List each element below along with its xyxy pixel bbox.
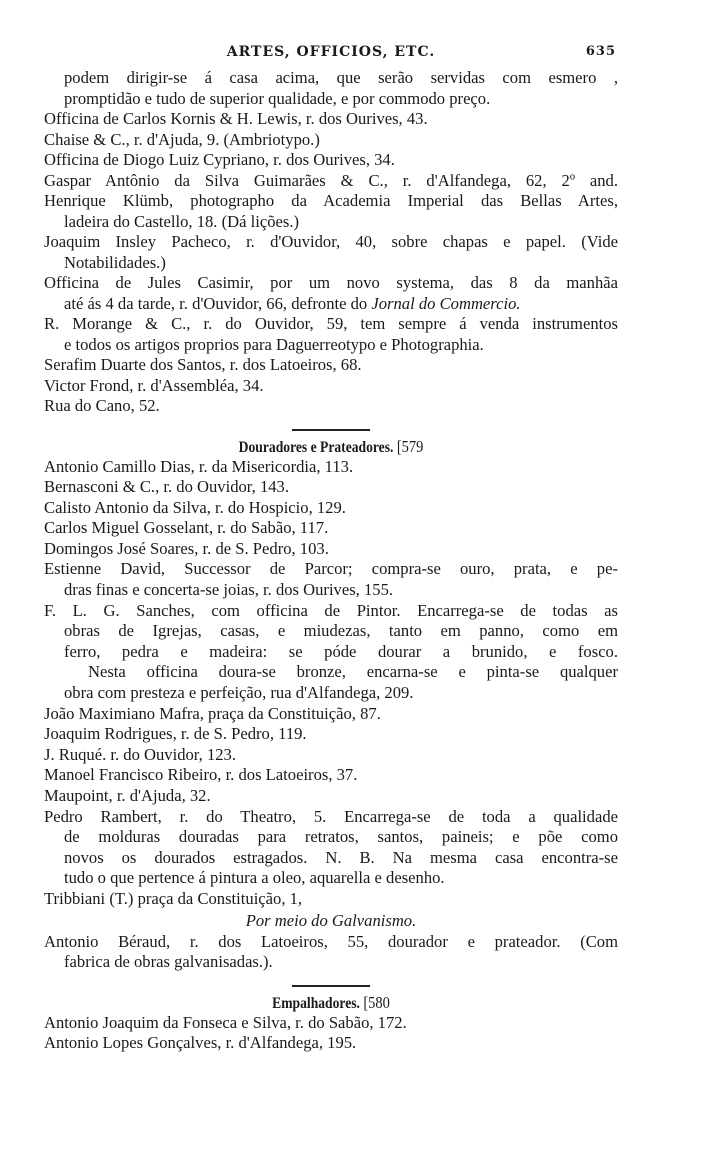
entry-line: Estienne David, Successor de Parcor; compra-se ouro, prata, e pe-	[44, 559, 618, 579]
directory-entry	[44, 539, 618, 560]
directory-entry	[44, 109, 618, 130]
entry-line: Domingos José Soares, r. de S. Pedro, 103.	[44, 538, 329, 558]
entry-line: Officina de Carlos Kornis & H. Lewis, r. dos Ourives, 43.	[44, 109, 428, 128]
document-page	[44, 44, 618, 1054]
entry-line: Antonio Lopes Gonçalves, r. d'Alfandega, 195.	[44, 1033, 357, 1053]
entry-line: Maupoint, r. d'Ajuda, 32.	[44, 786, 211, 805]
directory-entry	[44, 518, 618, 539]
entry-line: Nesta officina doura-se bronze, encarna-se e pinta-se qualquer	[88, 662, 618, 682]
entry-line: novos os dourados estragados. N. B. Na mesma casa encontra-se	[64, 847, 618, 867]
subsection-heading: Por meio do Galvanismo.	[245, 910, 417, 930]
entry-line: Victor Frond, r. d'Assembléa, 34.	[44, 375, 264, 395]
newspaper-title: Jornal do Commercio.	[371, 293, 521, 313]
directory-entry	[44, 1013, 618, 1034]
entry-line: Chaise & C., r. d'Ajuda, 9. (Ambriotypo.)	[44, 129, 320, 149]
entry-line: Notabilidades.)	[64, 252, 166, 272]
entry-line: Serafim Duarte dos Santos, r. dos Latoeiros, 68.	[44, 355, 362, 374]
directory-section	[44, 985, 618, 1054]
section-reference-number: [579	[396, 436, 424, 456]
directory-entry	[44, 559, 618, 600]
entry-line: ferro, pedra e madeira: se póde dourar a brunido, e fosco.	[64, 641, 618, 661]
entry-line: João Maximiano Mafra, praça da Constituição, 87.	[44, 703, 381, 723]
directory-entry	[44, 232, 618, 273]
entry-line: Antonio Joaquim da Fonseca e Silva, r. do Sabão, 172.	[44, 1012, 407, 1032]
entry-line: tudo o que pertence á pintura a oleo, aquarella e desenho.	[64, 868, 445, 888]
running-header	[44, 44, 618, 68]
directory-entry	[44, 355, 618, 376]
section-divider	[292, 985, 370, 987]
section-title: Empalhadores.	[272, 994, 360, 1012]
entry-line: Joaquim Insley Pacheco, r. d'Ouvidor, 40, sobre chapas e papel. (Vide	[44, 232, 618, 251]
entry-line: Gaspar Antônio da Silva Guimarães & C., r. d'Alfandega, 62, 2º and.	[44, 170, 618, 190]
entry-line: promptidão e tudo de superior qualidade, e por commodo preço.	[64, 88, 491, 108]
entry-line: Calisto Antonio da Silva, r. do Hospicio, 129.	[44, 497, 346, 517]
directory-section	[44, 68, 618, 417]
directory-entry	[44, 376, 618, 397]
entry-line: Antonio Béraud, r. dos Latoeiros, 55, dourador e prateador. (Com	[44, 931, 618, 951]
entry-line: obra com presteza e perfeição, rua d'Alfandega, 209.	[64, 683, 414, 703]
entry-line	[44, 294, 618, 315]
entry-line: Pedro Rambert, r. do Theatro, 5. Encarrega-se de toda a qualidade	[44, 806, 618, 826]
directory-entry	[44, 477, 618, 498]
entry-line: de molduras douradas para retratos, santos, paineis; e põe como	[64, 827, 618, 847]
section-reference-number: [580	[363, 992, 390, 1012]
directory-entry	[44, 171, 618, 192]
directory-content	[44, 68, 618, 1054]
entry-line: F. L. G. Sanches, com officina de Pintor. Encarrega-se de todas as	[44, 600, 618, 620]
directory-entry	[44, 68, 618, 109]
directory-entry	[44, 130, 618, 151]
entry-line: Officina de Diogo Luiz Cypriano, r. dos Ourives, 34.	[44, 150, 395, 169]
directory-entry	[44, 396, 618, 417]
entry-line: Antonio Camillo Dias, r. da Misericordia, 113.	[44, 456, 354, 476]
directory-entry	[44, 807, 618, 889]
entry-text: até ás 4 da tarde, r. d'Ouvidor, 66, defronte do	[64, 293, 372, 313]
directory-section	[44, 429, 618, 973]
directory-entry	[44, 765, 618, 786]
directory-entry	[44, 724, 618, 745]
directory-entry	[44, 498, 618, 519]
entry-line: Joaquim Rodrigues, r. de S. Pedro, 119.	[44, 724, 307, 744]
directory-entry	[44, 932, 618, 973]
entry-line: fabrica de obras galvanisadas.).	[64, 952, 273, 972]
running-title: ARTES, OFFICIOS, ETC.	[226, 44, 436, 60]
directory-entry	[44, 786, 618, 807]
directory-entry	[44, 601, 618, 704]
entry-line: podem dirigir-se á casa acima, que serão servidas com esmero ,	[64, 68, 618, 87]
entry-line: dras finas e concerta-se joias, r. dos Ourives, 155.	[64, 580, 394, 600]
entry-line: e todos os artigos proprios para Daguerreotypo e Photographia.	[64, 334, 484, 354]
entry-line: obras de Igrejas, casas, e miudezas, tanto em panno, como em	[64, 621, 618, 641]
directory-entry	[44, 273, 618, 314]
directory-entry	[44, 314, 618, 355]
page-number: 635	[585, 44, 616, 59]
directory-entry	[44, 889, 618, 910]
entry-line: Rua do Cano, 52.	[44, 396, 160, 415]
entry-line: Officina de Jules Casimir, por um novo systema, das 8 da manhãa	[44, 273, 618, 292]
directory-entry	[44, 745, 618, 766]
section-heading	[87, 437, 575, 457]
entry-line: Manoel Francisco Ribeiro, r. dos Latoeiros, 37.	[44, 765, 358, 785]
entry-line: Bernasconi & C., r. do Ouvidor, 143.	[44, 477, 289, 497]
directory-entry	[44, 191, 618, 232]
directory-entry	[44, 150, 618, 171]
entry-line: Tribbiani (T.) praça da Constituição, 1,	[44, 888, 303, 908]
entry-line: J. Ruqué. r. do Ouvidor, 123.	[44, 744, 237, 764]
entry-line: ladeira do Castello, 18. (Dá lições.)	[64, 211, 300, 231]
directory-entry	[44, 704, 618, 725]
entry-line: Carlos Miguel Gosselant, r. do Sabão, 117.	[44, 518, 329, 538]
entry-line: R. Morange & C., r. do Ouvidor, 59, tem sempre á venda instrumentos	[44, 314, 618, 333]
entry-line: Henrique Klümb, photographo da Academia Imperial das Bellas Artes,	[44, 191, 618, 210]
directory-entry	[44, 457, 618, 478]
directory-entry	[44, 1033, 618, 1054]
section-title: Douradores e Prateadores.	[238, 438, 394, 456]
section-heading	[87, 993, 575, 1013]
section-divider	[292, 429, 370, 431]
